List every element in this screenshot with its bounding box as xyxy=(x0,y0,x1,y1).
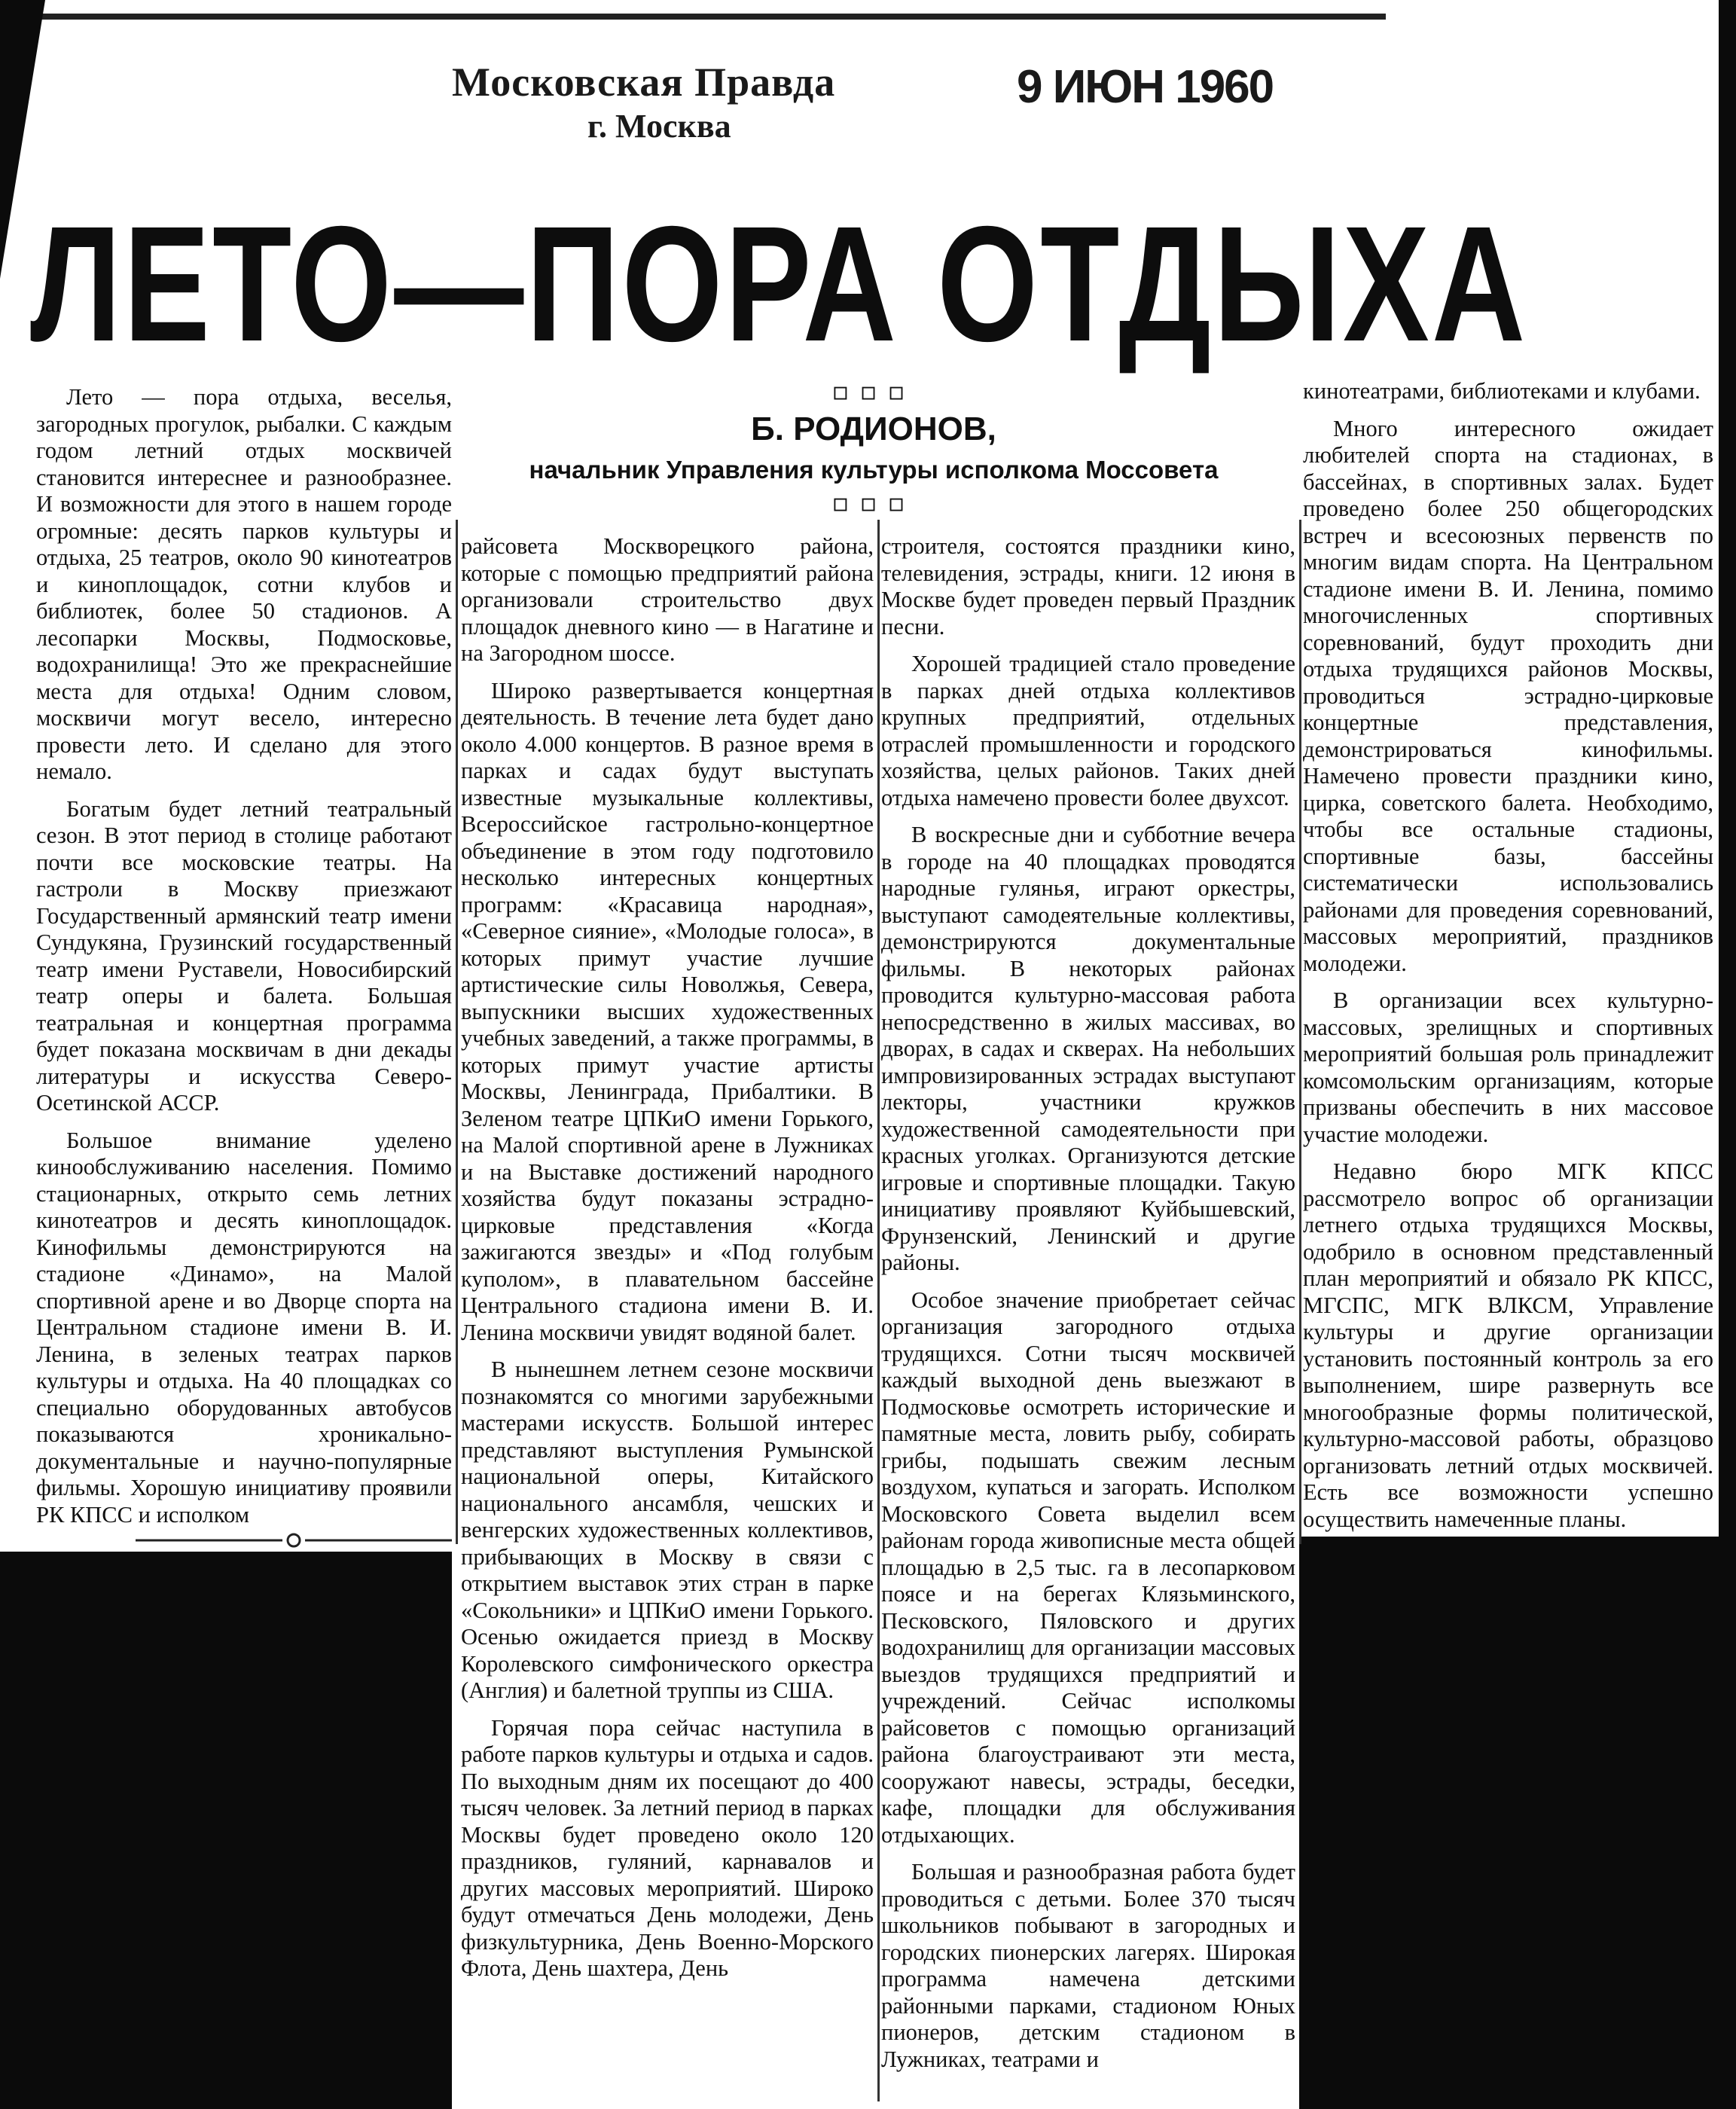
paragraph: кинотеатрами, библиотеками и клубами. xyxy=(1303,378,1701,404)
article-column-1 xyxy=(36,384,452,1529)
article-headline: ЛЕТО—ПОРА ОТДЫХА xyxy=(30,193,1528,376)
paragraph: Горячая пора сейчас наступила в работе парков культуры и отдыха и садов. По выходным дням их посещают до 400 тысяч человек. За летний период в парках Москвы будет проведено около 120 праздников, гуляний, карнавалов и других массовых мероприятий. Широко будут отмечаться День молодежи, День физкультурника, День Военно-Морского Флота, День шахтера, День xyxy=(461,1714,874,1981)
paragraph: Недавно бюро МГК КПСС рассмотрело вопрос об организации летнего отдыха трудящихся Москвы, одобрило в основном представленный план мероприятий и обязало РК КПСС, МГСПС, МГК ВЛКСМ, Управление культуры и другие организации установить постоянный контроль за его выполнением, шире развернуть все многообразные формы политической, культурно-массовой работы, образцово организовать летний отдых москвичей. Есть все возможности успешно осуществить намеченные планы. xyxy=(1303,1158,1713,1532)
paragraph: райсовета Москворецкого района, которые с помощью предприятий района организовали строительство двух площадок дневного кино — в Нагатине и на Загородном шоссе. xyxy=(461,533,874,666)
ornament-squares-top: ▫▫▫ xyxy=(831,377,916,407)
column-rule-3 xyxy=(1299,520,1301,1544)
article-column-3 xyxy=(881,533,1295,2100)
date-stamp: 9 ИЮН 1960 xyxy=(1017,61,1274,113)
byline xyxy=(467,377,1280,518)
paragraph: Большая и разнообразная работа будет проводиться с детьми. Более 370 тысяч школьников побывают в загородных и городских пионерских лагерях. Широкая программа намечена детскими районными парками, стадионом Юных пионеров, детским стадионом в Лужниках, театрами и xyxy=(881,1859,1295,2072)
top-border-rule xyxy=(38,14,1386,20)
paragraph: В воскресные дни и субботние вечера в городе на 40 площадках проводятся народные гулянья, играют оркестры, выступают самодеятельные коллективы, демонстрируются документальные фильмы. В некоторых районах проводится культурно-массовая работа непосредственно в жилых массивах, во дворах, в садах и скверах. На небольших импровизированных эстрадах выступают лекторы, участники кружков художественной самодеятельности при красных уголках. Организуются детские игровые и спортивные площадки. Такую инициативу проявляют Куйбышевский, Фрунзенский, Ленинский и другие районы. xyxy=(881,822,1295,1275)
paragraph: Лето — пора отдыха, веселья, загородных прогулок, рыбалки. С каждым годом летний отдых москвичей становится интереснее и разнообразнее. И возможности для этого в нашем городе огромные: десять парков культуры и отдыха, 25 театров, около 90 кинотеатров и киноплощадок, сотни клубов и библиотек, более 50 стадионов. А лесопарки Москвы, Подмосковье, водохранилища! Это же прекраснейшие места для отдыха! Одним словом, москвичи могут весело, интересно провести лето. И сделано для этого немало. xyxy=(36,384,452,784)
author-name: Б. РОДИОНОВ, xyxy=(751,411,996,447)
paragraph: В организации всех культурно-массовых, зрелищных и спортивных мероприятий большая роль принадлежит комсомольским организациям, которые призваны обеспечить в них массовое участие молодежи. xyxy=(1303,987,1713,1147)
author-position: начальник Управления культуры исполкома Моссовета xyxy=(529,456,1219,484)
city-stamp: г. Москва xyxy=(587,108,731,145)
article-column-2 xyxy=(461,533,874,2100)
scan-black-edge-right xyxy=(1719,0,1736,2109)
newspaper-stamp: Московская Правда xyxy=(452,60,836,105)
paragraph: строителя, состоятся праздники кино, телевидения, эстрады, книги. 12 июня в Москве будет проведен первый Праздник песни. xyxy=(881,533,1295,639)
paragraph: Широко развертывается концертная деятельность. В течение лета будет дано около 4.000 концертов. В разное время в парках и садах будут выступать известные музыкальные коллективы, Всероссийское гастрольно-концертное объединение в этом году подготовило несколько интересных концертных программ: «Красавица народная», «Северное сияние», «Молодые голоса», в которых примут участие лучшие артистические силы Новолжья, Севера, выпускники высших художественных учебных заведений, а также программы, в которых примут участие артисты Москвы, Ленинграда, Прибалтики. В Зеленом театре ЦПКиО имени Горького, на Малой спортивной арене в Лужниках и на Выставке достижений народного хозяйства будут показаны эстрадно-цирковые представления «Когда зажигаются звезды» и «Под голубым куполом», в плавательном бассейне Центрального стадиона имени В. И. Ленина москвичи увидят водяной балет. xyxy=(461,677,874,1345)
scan-black-area-right xyxy=(1299,1537,1736,2109)
paragraph: Особое значение приобретает сейчас организация загородного отдыха трудящихся. Сотни тысяч москвичей каждый выходной день выезжают в Подмосковье осмотреть исторические и памятные места, ловить рыбу, собирать грибы, подышать свежим лесным воздухом, купаться и загорать. Исполком Московского Совета выделил всем районам города живописные места общей площадью в 2,5 тыс. га в лесопарковом поясе и на берегах Клязьминского, Песковского, Пяловского и других водохранилищ для организации массовых выездов трудящихся предприятий и учреждений. Сейчас исполкомы райсоветов с помощью организаций района благоустраивают эти места, сооружают навесы, эстрады, беседки, кафе, площадки для обслуживания отдыхающих. xyxy=(881,1286,1295,1848)
divider-ornament xyxy=(136,1533,452,1548)
column-rule-1 xyxy=(456,520,458,1544)
paragraph: Много интересного ожидает любителей спорта на стадионах, в бассейнах, в спортивных залах. Будет проведено более 250 общегородских встреч и всесоюзных первенств по многим видам спорта. На Центральном стадионе имени В. И. Ленина, помимо многочисленных спортивных соревнований, будут проходить дни отдыха трудящихся районов Москвы, проводиться эстрадно-цирковые концертные представления, демонстрироваться кинофильмы. Намечено провести праздники кино, цирка, советского балета. Необходимо, чтобы все остальные стадионы, спортивные базы, бассейны систематически использовались районами для проведения соревнований, массовых мероприятий, праздников молодежи. xyxy=(1303,415,1713,976)
paragraph: Большое внимание уделено кинообслуживанию населения. Помимо стационарных, открыто семь летних кинотеатров и десять киноплощадок. Кинофильмы демонстрируются на стадионе «Динамо», на Малой спортивной арене и во Дворце спорта на Центральном стадионе имени В. И. Ленина, в зеленых театрах парков культуры и отдыха. На 40 площадках со специально оборудованных автобусов показываются хроникально-документальные и научно-популярные фильмы. Хорошую инициативу проявили РК КПСС и исполком xyxy=(36,1127,452,1528)
scan-black-area-left xyxy=(0,1552,452,2109)
ornament-squares-bottom: ▫▫▫ xyxy=(831,488,916,518)
article-column-4 xyxy=(1303,378,1713,1538)
column-rule-2 xyxy=(877,520,880,2101)
paragraph: Богатым будет летний театральный сезон. В этот период в столице работают почти все московские театры. На гастроли в Москву приезжают Государственный армянский театр имени Сундукяна, Грузинский государственный театр имени Руставели, Новосибирский театр оперы и балета. Большая театральная и концертная программа будет показана москвичам в дни декады литературы и искусства Северо-Осетинской АССР. xyxy=(36,795,452,1116)
paragraph: Хорошей традицией стало проведение в парках дней отдыха коллективов крупных предприятий, отдельных отраслей промышленности и городского хозяйства, целых районов. Таких дней отдыха намечено провести более двухсот. xyxy=(881,651,1295,810)
paragraph: В нынешнем летнем сезоне москвичи познакомятся со многими зарубежными мастерами искусств. Большой интерес представляют выступления Румынской национальной оперы, Китайского национального ансамбля, чешских и венгерских художественных коллективов, прибывающих в Москву в связи с открытием выставок этих стран в парке «Сокольники» и ЦПКиО имени Горького. Осенью ожидается приезд в Москву Королевского симфонического оркестра (Англия) и балетной труппы из США. xyxy=(461,1357,874,1703)
